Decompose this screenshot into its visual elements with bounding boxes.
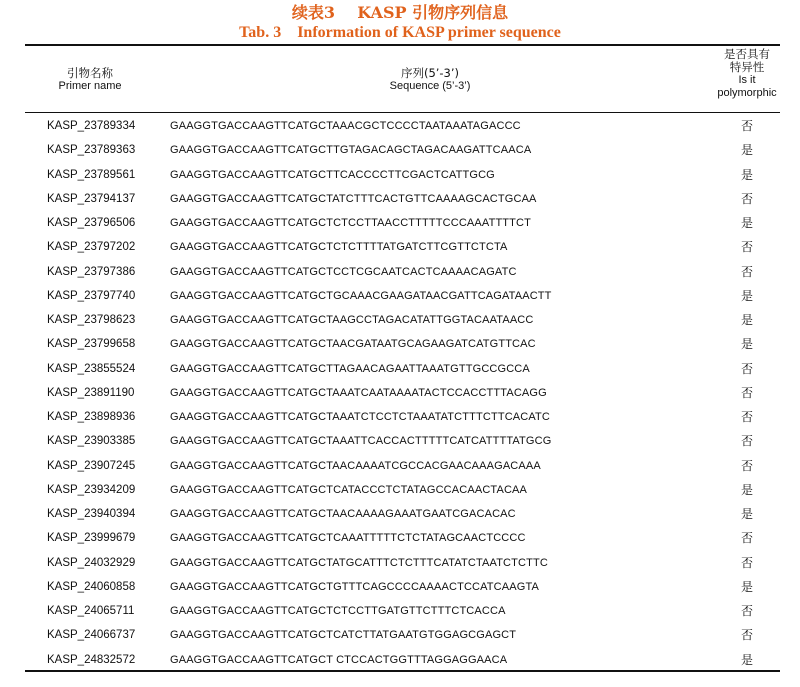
column-header-polymorphic-cn-1: 是否具有 [724,47,770,61]
polymorphic-cell: 否 [740,604,753,618]
polymorphic-cell: 是 [740,337,753,352]
polymorphic-cell: 是 [740,313,753,327]
sequence-cell: GAAGGTGACCAAGTTCATGCTGTTTCAGCCCCAAAACTCCATCAAGTA [170,580,539,593]
polymorphic-cell: 否 [740,531,753,546]
primer-name-cell: KASP_23934209 [47,483,136,496]
column-header-sequence [330,67,530,93]
table-title-chinese: 续表3 KASP 引物序列信息 [291,3,509,22]
primer-name-cell: KASP_23789363 [47,144,136,157]
primer-name-cell: KASP_23940394 [47,508,136,520]
primer-name-cell: KASP_23798623 [47,314,136,326]
sequence-cell: GAAGGTGACCAAGTTCATGCTCATCTTATGAATGTGGAGCGAGCT [170,629,517,642]
sequence-cell: GAAGGTGACCAAGTTCATGCTCTCCTTGATGTTCTTTCTCACCA [170,605,506,617]
primer-name-cell: KASP_24032929 [47,556,136,569]
sequence-cell: GAAGGTGACCAAGTTCATGCTAAGCCTAGACATATTGGTACAATAACC [170,314,534,326]
sequence-cell: GAAGGTGACCAAGTTCATGCTAACAAAATCGCCACGAACAAAGACAAA [170,459,541,472]
table-top-rule [25,44,780,46]
table-row [0,526,800,550]
primer-name-cell: KASP_23797202 [47,241,136,254]
primer-name-cell: KASP_23797740 [47,289,136,302]
table-row [0,211,800,235]
sequence-cell: GAAGGTGACCAAGTTCATGCTAAATTCACCACTTTTTCATCATTTTATGCG [170,435,552,448]
table-row [0,163,800,187]
table-row [0,575,800,599]
polymorphic-cell: 否 [740,361,753,376]
polymorphic-cell: 是 [740,482,753,497]
polymorphic-cell: 是 [740,216,753,230]
table-body [0,114,800,672]
polymorphic-cell: 否 [740,628,753,643]
sequence-cell: GAAGGTGACCAAGTTCATGCT CTCCACTGGTTTAGGAGGAACA [170,653,508,666]
sequence-cell: GAAGGTGACCAAGTTCATGCTCCTCGCAATCACTCAAAACAGATC [170,265,517,278]
primer-name-cell: KASP_23891190 [47,386,135,399]
table-header-rule [25,112,780,113]
column-header-polymorphic-en-1: Is it [738,74,756,86]
polymorphic-cell: 是 [740,167,753,182]
sequence-cell: GAAGGTGACCAAGTTCATGCTAAATCAATAAAATACTCCACCTTTACAGG [170,386,547,399]
sequence-cell: GAAGGTGACCAAGTTCATGCTCAAATTTTTCTCTATAGCAACTCCCC [170,532,526,545]
table-row [0,187,800,211]
table-row [0,357,800,381]
table-row [0,114,800,138]
primer-name-cell: KASP_23855524 [47,362,136,375]
polymorphic-cell: 否 [740,240,753,255]
polymorphic-cell: 是 [740,143,753,158]
primer-name-cell: KASP_24065711 [47,605,135,617]
table-row [0,429,800,453]
sequence-cell: GAAGGTGACCAAGTTCATGCTAACGATAATGCAGAAGATCATGTTCAC [170,338,536,351]
sequence-cell: GAAGGTGACCAAGTTCATGCTCTCTTTTATGATCTTCGTTCTCTA [170,241,508,254]
table-row [0,235,800,259]
polymorphic-cell: 否 [740,434,753,449]
polymorphic-cell: 否 [740,385,753,400]
table-bottom-rule [25,670,780,672]
polymorphic-cell: 否 [740,119,753,133]
column-header-primer-name-cn: 引物名称 [67,66,113,80]
sequence-cell: GAAGGTGACCAAGTTCATGCTTAGAACAGAATTAAATGTTGCCGCCA [170,362,530,375]
primer-name-cell: KASP_23789334 [47,120,136,132]
polymorphic-cell: 是 [740,579,753,594]
column-header-primer-name [40,67,140,93]
sequence-cell: GAAGGTGACCAAGTTCATGCTCATACCCTCTATAGCCACAACTACAA [170,483,528,496]
column-header-polymorphic-cn-2: 特异性 [729,60,765,74]
primer-name-cell: KASP_24060858 [47,580,136,593]
column-header-sequence-cn: 序列(5’-3’) [400,66,460,80]
column-header-sequence-en: Sequence (5’-3’) [389,80,471,92]
primer-name-cell: KASP_23796506 [47,217,136,229]
column-header-primer-name-en: Primer name [58,80,122,92]
table-row [0,308,800,332]
table-row [0,405,800,429]
table-row [0,648,800,672]
column-header-polymorphic-en-2: polymorphic [717,87,777,99]
sequence-cell: GAAGGTGACCAAGTTCATGCTAACAAAAGAAATGAATCGACACAC [170,508,516,520]
primer-name-cell: KASP_23903385 [47,435,136,448]
polymorphic-cell: 是 [740,507,753,521]
primer-name-cell: KASP_24066737 [47,629,136,642]
primer-name-cell: KASP_23999679 [47,532,136,545]
sequence-cell: GAAGGTGACCAAGTTCATGCTTGTAGACAGCTAGACAAGATTCAACA [170,144,532,157]
polymorphic-cell: 否 [740,458,753,473]
polymorphic-cell: 否 [740,410,753,424]
primer-name-cell: KASP_23799658 [47,338,136,351]
table-row [0,599,800,623]
table-row [0,381,800,405]
polymorphic-cell: 是 [740,652,753,667]
polymorphic-cell: 否 [740,264,753,279]
table-row [0,478,800,502]
table-row [0,284,800,308]
polymorphic-cell: 否 [740,555,753,570]
sequence-cell: GAAGGTGACCAAGTTCATGCTCTCCTTAACCTTTTTCCCAAATTTTCT [170,217,532,229]
polymorphic-cell: 是 [740,288,753,303]
sequence-cell: GAAGGTGACCAAGTTCATGCTGCAAACGAAGATAACGATTCAGATAACTT [170,289,552,302]
table-title-english: Tab. 3 Information of KASP primer sequence [239,24,561,41]
table-row [0,502,800,526]
sequence-cell: GAAGGTGACCAAGTTCATGCTATCTTTCACTGTTCAAAAGCACTGCAA [170,192,537,205]
table-row [0,454,800,478]
table-row [0,260,800,284]
primer-name-cell: KASP_23794137 [47,192,136,205]
table-row [0,623,800,647]
primer-name-cell: KASP_23898936 [47,411,136,423]
table-row [0,332,800,356]
table-row [0,551,800,575]
polymorphic-cell: 否 [740,191,753,206]
primer-name-cell: KASP_23797386 [47,265,136,278]
column-header-polymorphic [712,48,782,100]
primer-name-cell: KASP_23907245 [47,459,136,472]
sequence-cell: GAAGGTGACCAAGTTCATGCTTCACCCCTTCGACTCATTGCG [170,168,495,181]
sequence-cell: GAAGGTGACCAAGTTCATGCTAAACGCTCCCCTAATAAATAGACCC [170,120,521,132]
table-row [0,138,800,162]
sequence-cell: GAAGGTGACCAAGTTCATGCTAAATCTCCTCTAAATATCTTTCTTCACATC [170,411,551,423]
sequence-cell: GAAGGTGACCAAGTTCATGCTATGCATTTCTCTTTCATATCTAATCTCTTC [170,556,548,569]
primer-name-cell: KASP_23789561 [47,168,136,181]
primer-name-cell: KASP_24832572 [47,653,136,666]
